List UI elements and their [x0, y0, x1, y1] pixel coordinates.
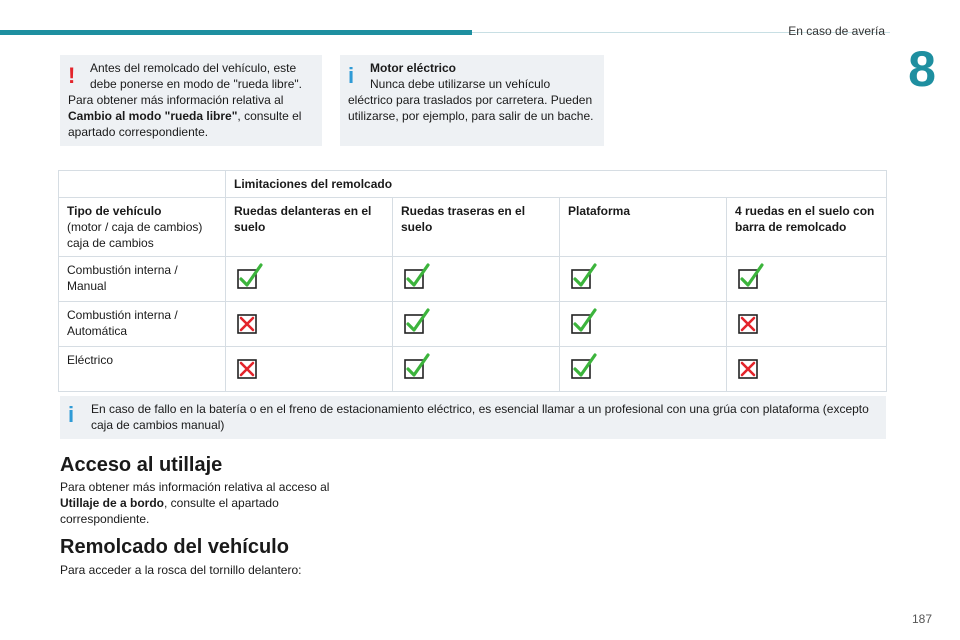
check-icon: [234, 262, 266, 292]
row-label: Combustión interna / Automática: [59, 302, 226, 347]
check-icon: [401, 352, 433, 382]
warning-line2: debe ponerse en modo de "rueda libre".: [90, 77, 302, 91]
row-label: Combustión interna / Manual: [59, 257, 226, 302]
section-towing-text: Para acceder a la rosca del tornillo delantero:: [60, 563, 302, 577]
page-number: 187: [911, 612, 932, 626]
cross-icon: [735, 352, 767, 382]
section-tools-text: [60, 479, 330, 527]
row-label: Eléctrico: [59, 347, 226, 392]
info-icon: i: [348, 63, 355, 88]
warning-rest: , consulte el apartado correspondiente.: [68, 109, 302, 139]
header-accent-bar: [0, 30, 472, 35]
section-title-tools: Acceso al utillaje: [60, 454, 223, 476]
warning-icon: !: [68, 63, 76, 88]
col-header: 4 ruedas en el suelo con barra de remolcado: [727, 198, 887, 257]
warning-box: [60, 55, 322, 146]
check-icon: [568, 307, 600, 337]
section-title-towing: Remolcado del vehículo: [60, 536, 289, 558]
info-rest: eléctrico para traslados por carretera. Pueden utilizarse, por ejemplo, para salir de un bache.: [348, 93, 594, 123]
cross-icon: [234, 352, 266, 382]
table-row: [59, 257, 887, 302]
col-header: Ruedas delanteras en el suelo: [226, 198, 393, 257]
table-title: Limitaciones del remolcado: [226, 171, 887, 198]
section-tools-bold: Utillaje de a bordo: [60, 496, 165, 510]
check-icon: [401, 262, 433, 292]
check-icon: [568, 352, 600, 382]
section-tools-pre: Para obtener más información relativa al acceso al: [60, 480, 330, 494]
info-icon: i: [68, 402, 75, 427]
note-text: En caso de fallo en la batería o en el freno de estacionamiento eléctrico, es esencial llamar a un profesional con una grúa con plataforma (excepto caja de cambios manual): [91, 402, 869, 432]
chapter-number: 8: [908, 41, 936, 97]
info-box: [340, 55, 604, 146]
warning-line3: Para obtener más información relativa al: [68, 93, 284, 107]
check-icon: [735, 262, 767, 292]
vehicle-type-header-sub: (motor / caja de cambios) caja de cambios: [67, 220, 203, 250]
table-row: [59, 302, 887, 347]
towing-table: [58, 170, 887, 392]
vehicle-type-header: [59, 198, 226, 257]
vehicle-type-header-bold: Tipo de vehículo: [67, 204, 162, 218]
col-header: Plataforma: [560, 198, 727, 257]
warning-line1: Antes del remolcado del vehículo, este: [90, 61, 297, 75]
cross-icon: [735, 307, 767, 337]
table-row: [59, 347, 887, 392]
table-corner: [59, 171, 226, 198]
info-title: Motor eléctrico: [370, 61, 457, 75]
info-line1: Nunca debe utilizarse un vehículo: [370, 77, 551, 91]
cross-icon: [234, 307, 266, 337]
chapter-title: En caso de avería: [788, 24, 885, 38]
col-header: Ruedas traseras en el suelo: [393, 198, 560, 257]
check-icon: [568, 262, 600, 292]
check-icon: [401, 307, 433, 337]
section-tools-post: , consulte el apartado correspondiente.: [60, 496, 279, 526]
warning-bold: Cambio al modo "rueda libre": [68, 109, 238, 123]
note-box: [60, 396, 886, 439]
